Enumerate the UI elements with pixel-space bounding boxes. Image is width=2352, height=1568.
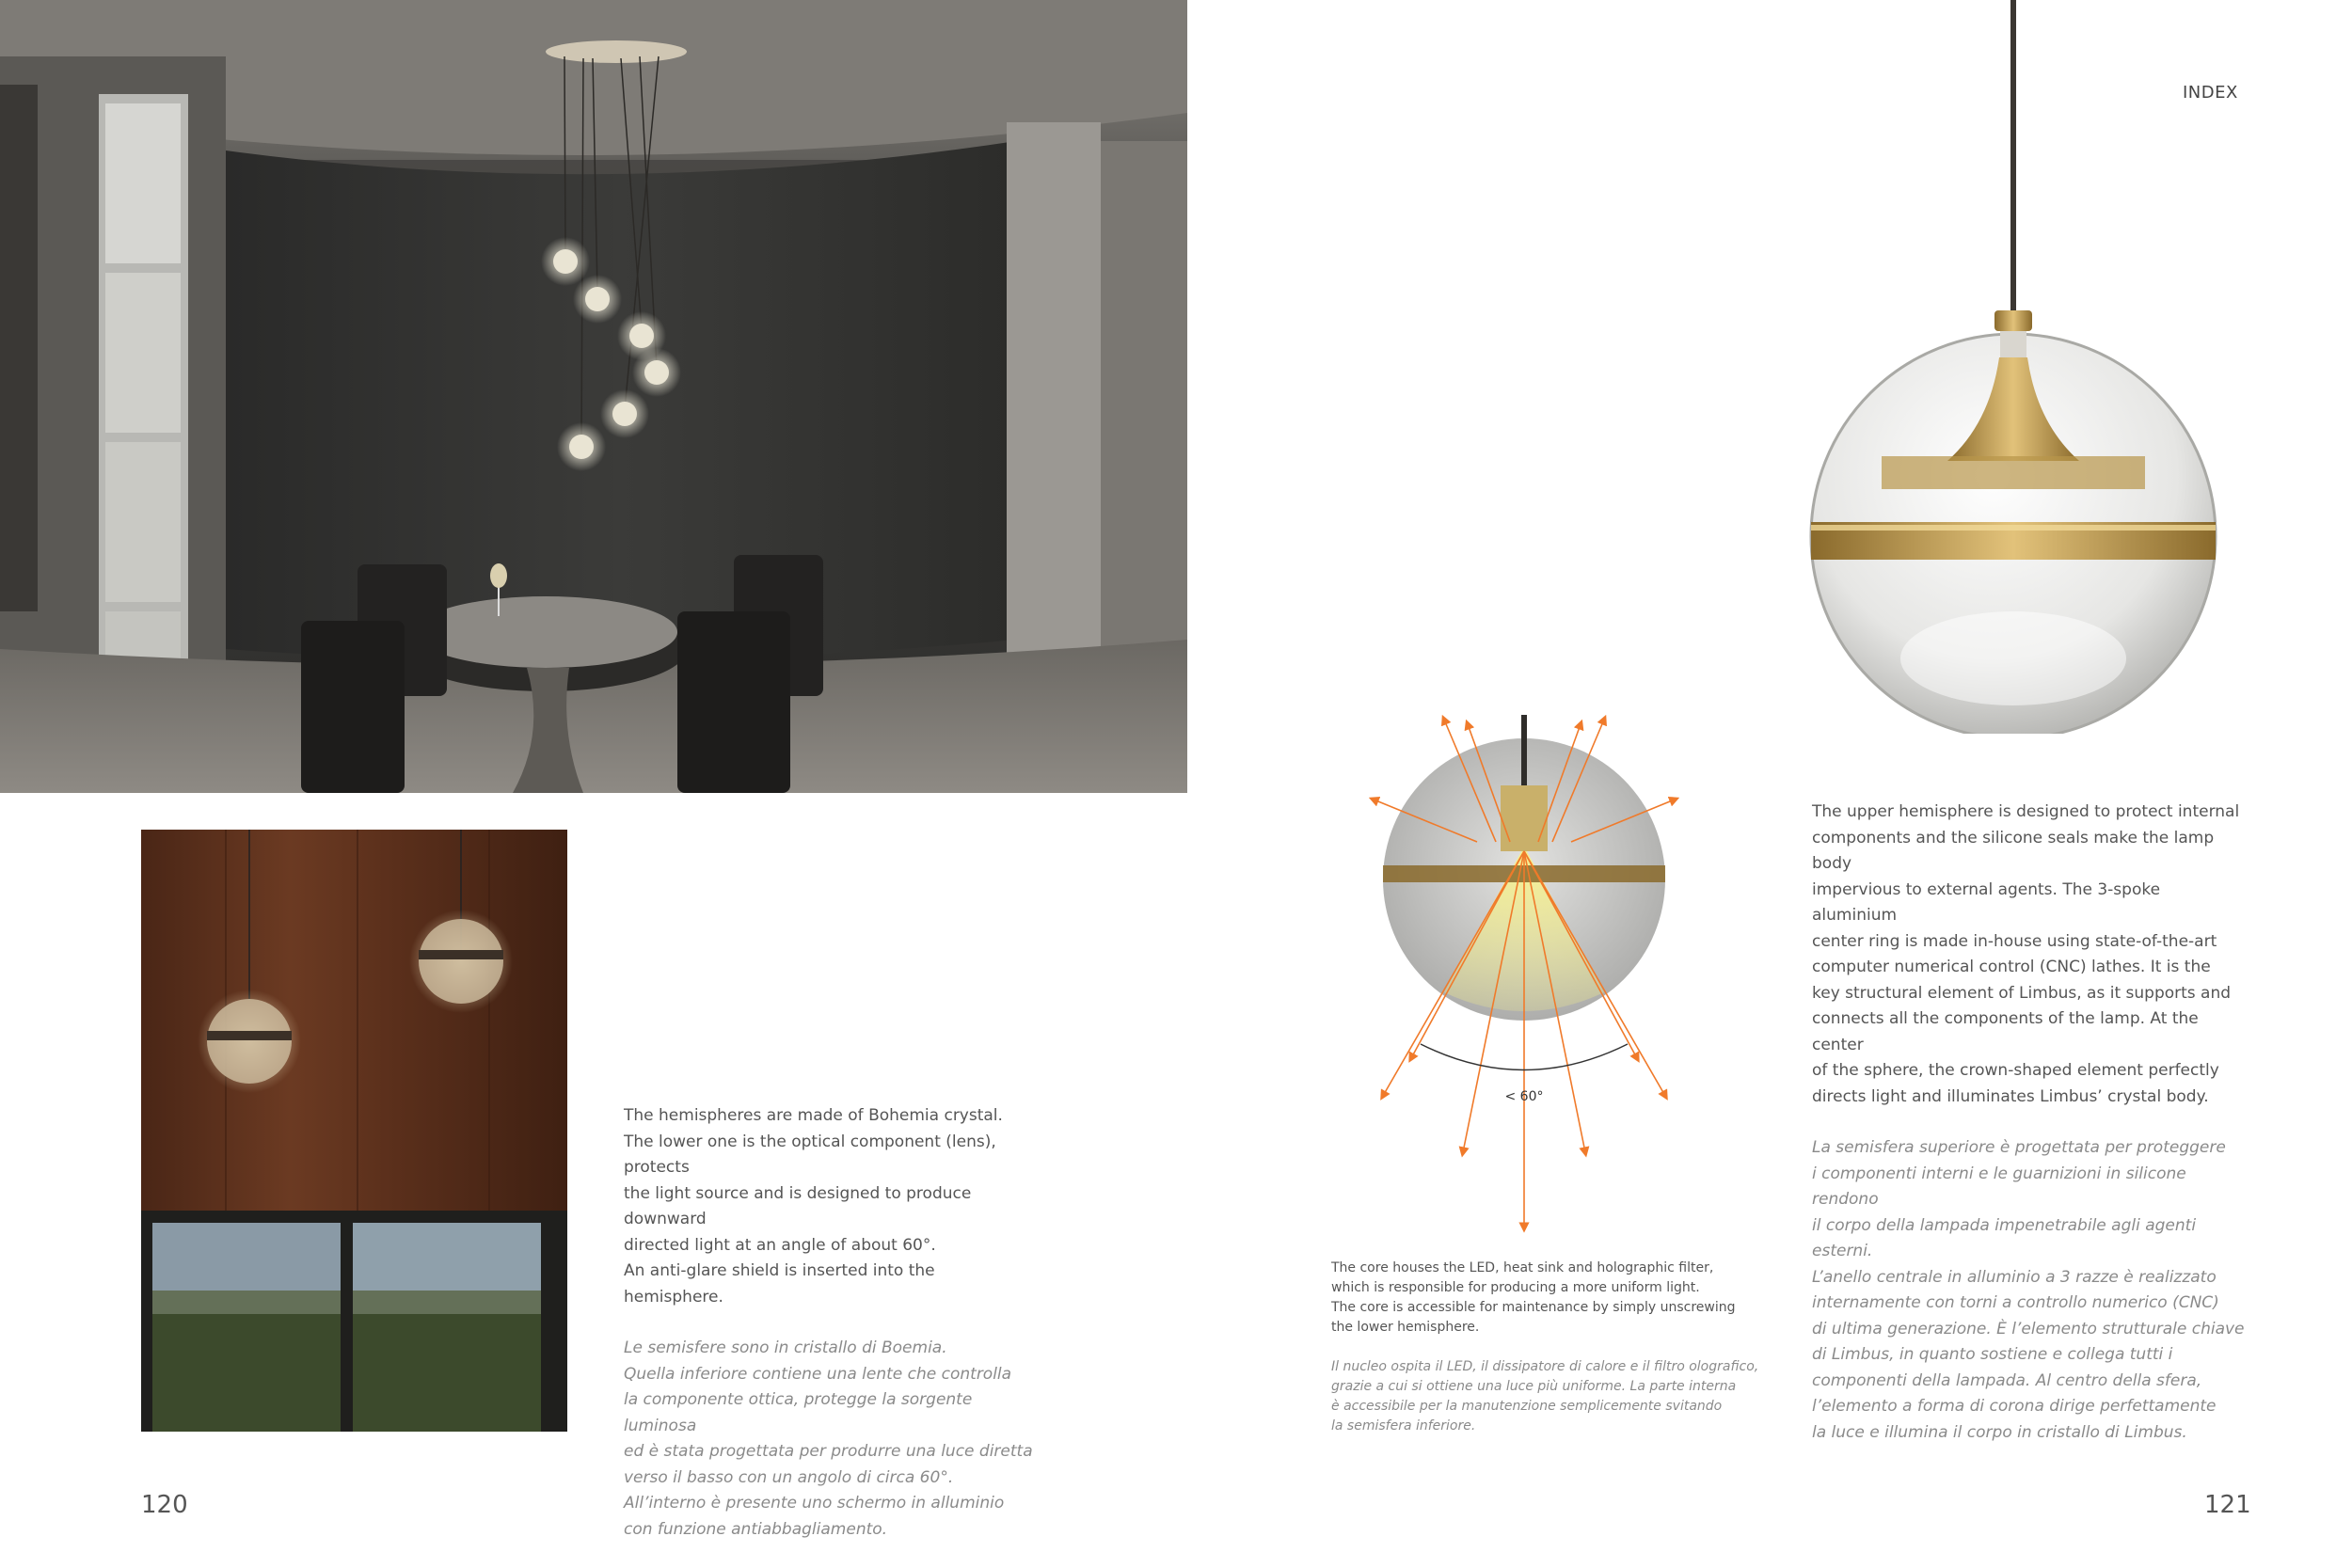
- text-line: directed light at an angle of about 60°.: [624, 1235, 936, 1255]
- text-line: connects all the components of the lamp. At the center: [1812, 1009, 2199, 1054]
- text-english: [1812, 800, 2245, 1110]
- text-line: directs light and illuminates Limbus’ crystal body.: [1812, 1086, 2209, 1106]
- text-line: i componenti interni e le guarnizioni in silicone rendono: [1812, 1164, 2186, 1209]
- page-number-left: 120: [141, 1491, 188, 1519]
- text-line: La semisfera superiore è progettata per proteggere: [1812, 1138, 2226, 1157]
- text-line: con funzione antiabbagliamento.: [624, 1519, 888, 1539]
- text-line: All’interno è presente uno schermo in alluminio: [624, 1494, 1005, 1513]
- text-line: la componente ottica, protegge la sorgente luminosa: [624, 1390, 973, 1435]
- text-line: key structural element of Limbus, as it supports and: [1812, 983, 2232, 1003]
- wood-panel-illustration: [141, 830, 567, 1432]
- text-line: di Limbus, in quanto sostiene e collega tutti i: [1812, 1345, 2173, 1364]
- wood-panel-photo: [141, 830, 567, 1432]
- text-line: Il nucleo ospita il LED, il dissipatore di calore e il filtro olografico,: [1331, 1359, 1759, 1374]
- text-line: The core houses the LED, heat sink and holographic filter,: [1331, 1260, 1714, 1275]
- limbus-pendant-illustration: [1788, 0, 2239, 734]
- text-line: impervious to external agents. The 3-spoke aluminium: [1812, 879, 2161, 925]
- dining-room-photo: [0, 0, 1187, 793]
- text-line: The upper hemisphere is designed to protect internal: [1812, 802, 2240, 821]
- text-line: center ring is made in-house using state-of-the-art: [1812, 931, 2217, 951]
- text-line: The core is accessible for maintenance by simply unscrewing: [1331, 1300, 1736, 1315]
- text-english: [624, 1103, 1038, 1310]
- diagram-svg: [1355, 701, 1693, 1237]
- page-number-right: 121: [2204, 1491, 2251, 1519]
- text-block-upper-hemisphere: [1812, 800, 2245, 1446]
- dining-room-illustration: [0, 0, 1187, 793]
- text-line: An anti-glare shield is inserted into the hemisphere.: [624, 1261, 935, 1307]
- text-line: grazie a cui si ottiene una luce più uniforme. La parte interna: [1331, 1379, 1737, 1394]
- text-english: [1331, 1259, 1773, 1338]
- text-line: The hemispheres are made of Bohemia crystal.: [624, 1106, 1003, 1125]
- text-italian: [1331, 1357, 1773, 1436]
- product-photo: [1788, 0, 2239, 734]
- text-line: componenti della lampada. Al centro della sfera,: [1812, 1370, 2202, 1390]
- index-link[interactable]: INDEX: [2183, 83, 2238, 103]
- text-italian: [1812, 1135, 2245, 1446]
- text-line: computer numerical control (CNC) lathes. It is the: [1812, 958, 2211, 976]
- text-line: ed è stata progettata per produrre una luce diretta: [624, 1442, 1033, 1461]
- text-line: l’elemento a forma di corona dirige perfettamente: [1812, 1397, 2217, 1416]
- angle-label: < 60°: [1504, 1089, 1544, 1104]
- text-line: la semisfera inferiore.: [1331, 1418, 1476, 1433]
- text-line: il corpo della lampada impenetrabile agli agenti esterni.: [1812, 1215, 2197, 1260]
- text-line: è accessibile per la manutenzione semplicemente svitando: [1331, 1399, 1723, 1414]
- text-block-lens: [624, 1103, 1038, 1543]
- text-line: di ultima generazione. È l’elemento strutturale chiave: [1812, 1319, 2245, 1338]
- text-line: verso il basso con un angolo di circa 60°.: [624, 1467, 954, 1487]
- text-line: la luce e illumina il corpo in cristallo di Limbus.: [1812, 1422, 2187, 1442]
- text-line: The lower one is the optical component (lens), protects: [624, 1132, 996, 1177]
- text-line: components and the silicone seals make the lamp body: [1812, 828, 2215, 873]
- text-line: the light source and is designed to produce downward: [624, 1183, 972, 1228]
- text-line: of the sphere, the crown-shaped element perfectly: [1812, 1061, 2219, 1080]
- text-line: which is responsible for producing a more uniform light.: [1331, 1280, 1700, 1295]
- text-italian: [624, 1336, 1038, 1543]
- text-line: internamente con torni a controllo numerico (CNC): [1812, 1293, 2219, 1312]
- text-line: Quella inferiore contiene una lente che controlla: [624, 1364, 1012, 1384]
- text-line: the lower hemisphere.: [1331, 1320, 1480, 1335]
- light-beam-diagram: [1355, 701, 1693, 1237]
- text-block-core: [1331, 1259, 1773, 1436]
- text-line: L’anello centrale in alluminio a 3 razze è realizzato: [1812, 1267, 2217, 1287]
- text-line: Le semisfere sono in cristallo di Boemia.: [624, 1338, 947, 1357]
